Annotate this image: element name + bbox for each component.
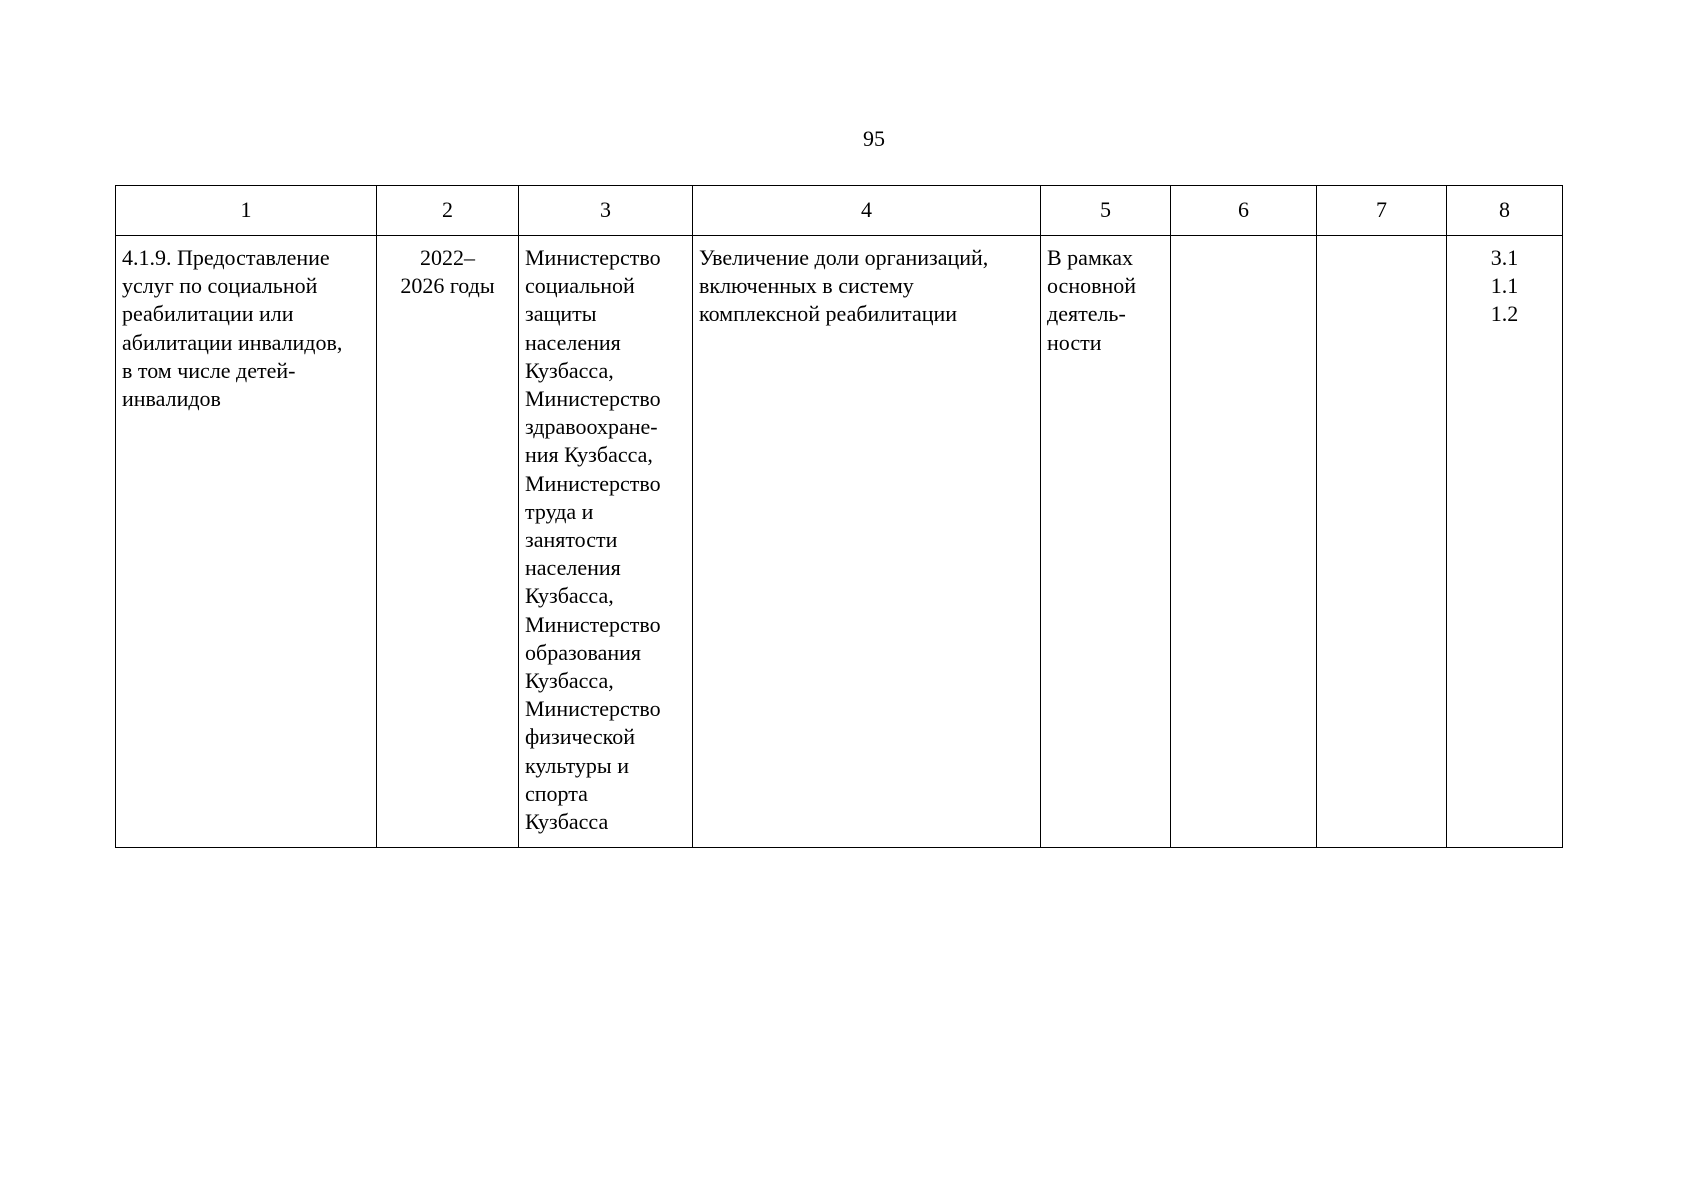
period-cell bbox=[377, 236, 519, 848]
column-6-cell bbox=[1171, 236, 1317, 848]
column-header-8: 8 bbox=[1447, 186, 1563, 236]
column-7-cell bbox=[1317, 236, 1447, 848]
funding-cell bbox=[1041, 236, 1171, 848]
funding-source: В рамках основной деятель- ности bbox=[1047, 245, 1137, 355]
expected-result: Увеличение доли организаций, включенных в систему комплексной реабилитации bbox=[699, 245, 989, 327]
column-header-7: 7 bbox=[1317, 186, 1447, 236]
measure-name: 4.1.9. Предоставление услуг по социальной реабилитации или абилитации инвалидов, в том числе детей- инвалидов bbox=[122, 245, 343, 412]
indicator-links: 3.1 1.1 1.2 bbox=[1490, 245, 1519, 327]
page-number: 95 bbox=[863, 126, 885, 151]
table-header-row bbox=[116, 186, 1563, 236]
period: 2022– 2026 годы bbox=[400, 245, 495, 299]
column-header-5: 5 bbox=[1041, 186, 1171, 236]
column-header-4: 4 bbox=[693, 186, 1041, 236]
table-row bbox=[116, 236, 1563, 848]
responsible-cell bbox=[519, 236, 693, 848]
measure-name-cell bbox=[116, 236, 377, 848]
column-header-3: 3 bbox=[519, 186, 693, 236]
indicator-links-cell bbox=[1447, 236, 1563, 848]
column-header-2: 2 bbox=[377, 186, 519, 236]
responsible-executors: Министерство социальной защиты населения Кузбасса, Министерство здравоохране- ния Кузбасса, Министерство труда и занятости населения Кузбасса, Министерство образования Кузбасса, Министерство физической культуры и спорта Кузбасса bbox=[525, 245, 661, 835]
expected-result-cell bbox=[693, 236, 1041, 848]
program-measures-table bbox=[115, 185, 1563, 848]
column-header-1: 1 bbox=[116, 186, 377, 236]
column-header-6: 6 bbox=[1171, 186, 1317, 236]
